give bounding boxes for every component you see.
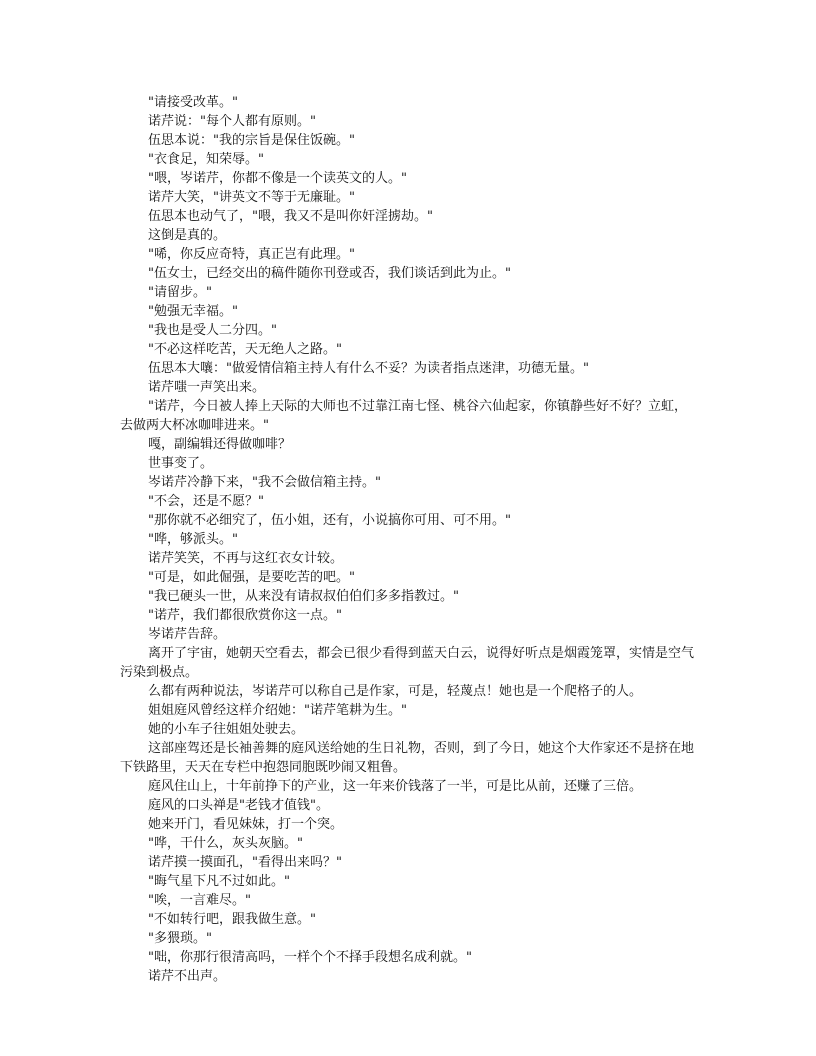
paragraph: 诺芹摸一摸面孔，"看得出来吗？" xyxy=(148,855,342,870)
paragraph: 诺芹不出声。 xyxy=(148,969,227,984)
document-body xyxy=(120,93,696,986)
paragraph: "唉，一言难尽。" xyxy=(148,893,251,908)
paragraph: 这倒是真的。 xyxy=(148,228,227,243)
paragraph: "喂，岑诺芹，你都不像是一个读英文的人。" xyxy=(148,171,407,186)
paragraph: "勉强无幸福。" xyxy=(148,304,238,319)
paragraph: "不必这样吃苦，天无绝人之路。" xyxy=(148,342,342,357)
paragraph: 这部座驾还是长袖善舞的庭风送给她的生日礼物，否则，到了今日，她这个大作家还不是挤在地下铁路里，天天在专栏中抱怨同胞既吵闹又粗鲁。 xyxy=(120,741,695,775)
paragraph: 伍思本说："我的宗旨是保住饭碗。" xyxy=(148,133,355,148)
paragraph: 岑诺芹冷静下来，"我不会做信箱主持。" xyxy=(148,475,381,490)
paragraph: 伍思本大嚷："做爱情信箱主持人有什么不妥？为读者指点迷津，功德无量。" xyxy=(148,361,589,376)
paragraph: 姐姐庭风曾经这样介绍她："诺芹笔耕为生。" xyxy=(148,703,407,718)
paragraph: 嘎，副编辑还得做咖啡？ xyxy=(148,437,292,452)
paragraph: "我也是受人二分四。" xyxy=(148,323,277,338)
paragraph: "唏，你反应奇特，真正岂有此理。" xyxy=(148,247,355,262)
paragraph: "多猥琐。" xyxy=(148,931,212,946)
paragraph: "诺芹，今日被人捧上天际的大师也不过靠江南七怪、桃谷六仙起家，你镇静些好不好？立虹，去做两大杯冰咖啡进来。" xyxy=(120,399,687,433)
paragraph: 么都有两种说法，岑诺芹可以称自己是作家，可是，轻蔑点！她也是一个爬格子的人。 xyxy=(148,684,643,699)
paragraph: "晦气星下凡不过如此。" xyxy=(148,874,290,889)
paragraph: "我已硬头一世，从来没有请叔叔伯伯们多多指教过。" xyxy=(148,589,459,604)
paragraph: 庭风住山上，十年前挣下的产业，这一年来价钱落了一半，可是比从前，还赚了三倍。 xyxy=(148,779,643,794)
paragraph: "不如转行吧，跟我做生意。" xyxy=(148,912,316,927)
paragraph: "咄，你那行很清高吗，一样个个不择手段想名成利就。" xyxy=(148,950,472,965)
paragraph: "伍女士，已经交出的稿件随你刊登或否，我们谈话到此为止。" xyxy=(148,266,511,281)
paragraph: "衣食足，知荣辱。" xyxy=(148,152,264,167)
paragraph: 岑诺芹告辞。 xyxy=(148,627,227,642)
paragraph: "诺芹，我们都很欣赏你这一点。" xyxy=(148,608,342,623)
paragraph: 诺芹嗤一声笑出来。 xyxy=(148,380,266,395)
paragraph: 世事变了。 xyxy=(148,456,214,471)
paragraph: 她的小车子往姐姐处驶去。 xyxy=(148,722,305,737)
paragraph: "请留步。" xyxy=(148,285,212,300)
paragraph: "那你就不必细究了，伍小姐，还有，小说搞你可用、可不用。" xyxy=(148,513,511,528)
paragraph: 庭风的口头禅是"老钱才值钱"。 xyxy=(148,798,329,813)
paragraph: 诺芹说："每个人都有原则。" xyxy=(148,114,316,129)
paragraph: "不会，还是不愿？" xyxy=(148,494,264,509)
paragraph: "请接受改革。" xyxy=(148,95,238,110)
paragraph: 诺芹笑笑，不再与这红衣女计较。 xyxy=(148,551,344,566)
paragraph: "哗，干什么，灰头灰脑。" xyxy=(148,836,303,851)
paragraph: 诺芹大笑，"讲英文不等于无廉耻。" xyxy=(148,190,355,205)
paragraph: "哗，够派头。" xyxy=(148,532,238,547)
paragraph: 离开了宇宙，她朝天空看去，都会已很少看得到蓝天白云，说得好听点是烟霞笼罩，实情是空气污染到极点。 xyxy=(120,646,695,680)
paragraph: 伍思本也动气了，"喂，我又不是叫你奸淫掳劫。" xyxy=(148,209,433,224)
paragraph: 她来开门，看见妹妹，打一个突。 xyxy=(148,817,344,832)
paragraph: "可是，如此倔强，是要吃苦的吧。" xyxy=(148,570,355,585)
